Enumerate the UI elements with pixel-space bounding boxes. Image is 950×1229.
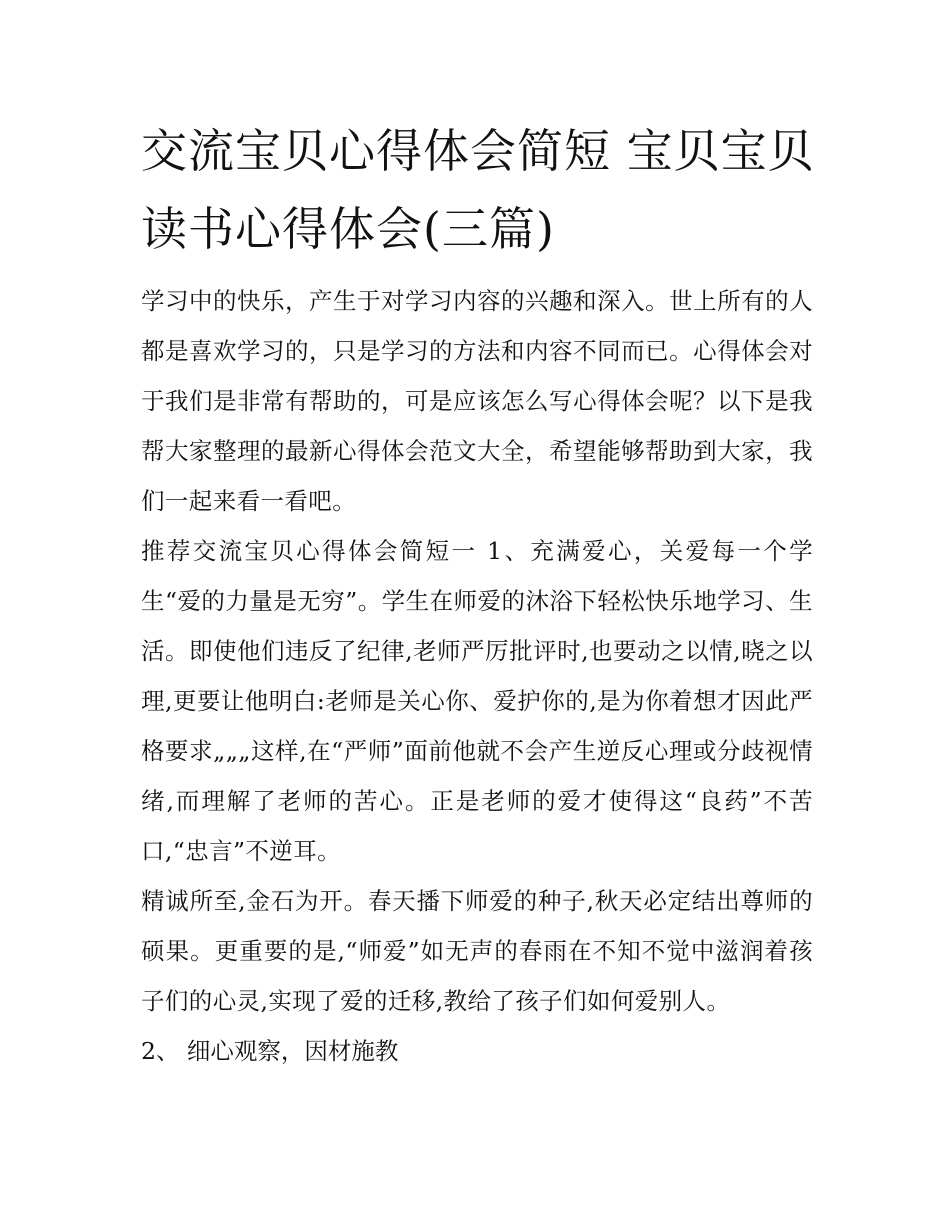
- section-one-paragraph: 推荐交流宝贝心得体会简短一 1、充满爱心，关爱每一个学生“爱的力量是无穷”。学生在师爱的沐浴下轻松快乐地学习、生活。即使他们违反了纪律,老师严厉批评时,也要动之以情,晓之以理,更要让他明白:老师是关心你、爱护你的,是为你着想才因此严格要求„„„这样,在“严师”面前他就不会产生逆反心理或分歧视情绪,而理解了老师的苦心。正是老师的爱才使得这“良药”不苦口,“忠言”不逆耳。: [141, 537, 813, 865]
- section-two-heading: 2、 细心观察，因材施教: [141, 1037, 399, 1065]
- document-title: 交流宝贝心得体会简短 宝贝宝贝读书心得体会(三篇): [141, 124, 815, 256]
- document-body: [141, 276, 813, 1076]
- intro-paragraph: 学习中的快乐，产生于对学习内容的兴趣和深入。世上所有的人都是喜欢学习的，只是学习的方法和内容不同而已。心得体会对于我们是非常有帮助的，可是应该怎么写心得体会呢？以下是我帮大家整理的最新心得体会范文大全，希望能够帮助到大家，我们一起来看一看吧。: [141, 287, 813, 515]
- section-one-continued-paragraph: 精诚所至,金石为开。春天播下师爱的种子,秋天必定结出尊师的硕果。更重要的是,“师爱”如无声的春雨在不知不觉中滋润着孩子们的心灵,实现了爱的迁移,教给了孩子们如何爱别人。: [141, 887, 813, 1015]
